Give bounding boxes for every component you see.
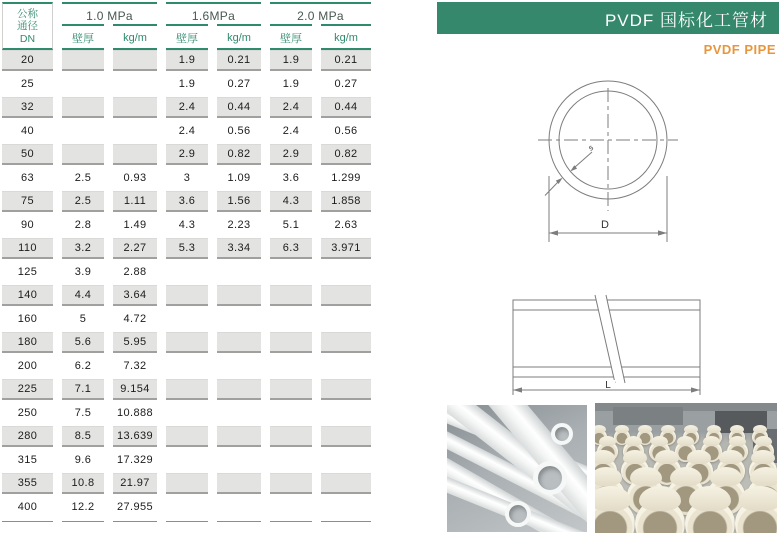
dn-cell: 32 (2, 97, 53, 118)
value-cell (62, 144, 104, 165)
value-cell: 1.09 (227, 172, 251, 184)
table-row (2, 379, 374, 403)
value-cell (270, 497, 312, 518)
value-cell: 5.95 (113, 332, 157, 353)
table-row (2, 426, 374, 450)
value-cell (217, 379, 261, 400)
value-cell: 4.3 (178, 219, 196, 231)
dn-cell: 200 (17, 360, 38, 372)
dn-cell: 250 (17, 407, 38, 419)
value-cell: 3 (183, 172, 191, 184)
value-cell: 0.21 (321, 50, 371, 71)
value-cell (62, 97, 104, 118)
value-cell: 27.955 (116, 501, 154, 513)
value-cell: 2.9 (270, 144, 312, 165)
dn-column-header (2, 2, 53, 50)
value-cell (321, 426, 371, 447)
fitting-top-branch (750, 467, 777, 486)
d-arrow-right (658, 230, 667, 235)
value-cell: 0.82 (217, 144, 261, 165)
table-row (2, 97, 374, 121)
table-row (2, 50, 374, 74)
dn-cell: 355 (2, 473, 53, 494)
dn-cell: 160 (17, 313, 38, 325)
value-cell (62, 50, 104, 71)
fitting-top-branch (599, 436, 617, 447)
value-cell: 0.44 (321, 97, 371, 118)
pressure-group-2: 1.6MPa (166, 2, 261, 24)
value-cell: 10.8 (62, 473, 104, 494)
table-row (2, 403, 374, 427)
value-cell: 1.9 (282, 78, 300, 90)
value-cell (217, 450, 261, 471)
value-cell (166, 497, 208, 518)
dn-cell: 140 (2, 285, 53, 306)
fitting-top-branch (651, 436, 669, 447)
value-cell: 5.3 (166, 238, 208, 259)
table-row (2, 332, 374, 356)
dn-cell: 110 (2, 238, 53, 259)
value-cell: 0.93 (123, 172, 147, 184)
value-cell: 0.27 (334, 78, 358, 90)
wall-thickness-header-2: 壁厚 (166, 24, 208, 50)
page-title: PVDF 国标化工管材 (604, 10, 768, 30)
value-cell (113, 97, 157, 118)
fitting-top-branch (684, 425, 697, 433)
value-cell: 13.639 (113, 426, 157, 447)
value-cell: 2.8 (74, 219, 92, 231)
value-cell (166, 356, 208, 377)
value-cell (321, 285, 371, 306)
fitting-top-branch (689, 486, 731, 511)
dn-cell: 25 (20, 78, 35, 90)
value-cell: 1.56 (217, 191, 261, 212)
fitting-top-branch (623, 450, 647, 464)
value-cell: 3.9 (74, 266, 92, 278)
value-cell: 3.64 (113, 285, 157, 306)
value-cell: 21.97 (113, 473, 157, 494)
value-cell: 6.3 (270, 238, 312, 259)
fitting-top-branch (595, 486, 631, 511)
value-cell (113, 144, 157, 165)
fitting-top-branch (625, 436, 643, 447)
value-cell (217, 497, 261, 518)
pipe-side-view-diagram (505, 286, 715, 401)
value-cell (270, 450, 312, 471)
pipes-photo (447, 405, 587, 532)
tee-fitting (735, 499, 777, 533)
value-cell: 0.21 (217, 50, 261, 71)
value-cell: 17.329 (116, 454, 154, 466)
dn-cell: 50 (2, 144, 53, 165)
value-cell (270, 379, 312, 400)
l-arrow-right (691, 387, 700, 392)
value-cell (113, 74, 157, 95)
table-row (2, 356, 374, 380)
kgm-header-1: kg/m (113, 24, 157, 50)
pipe-open-end (551, 423, 573, 445)
value-cell: 10.888 (116, 407, 154, 419)
value-cell (166, 285, 208, 306)
value-cell (166, 332, 208, 353)
fitting-top-branch (719, 450, 743, 464)
fitting-top-branch (707, 425, 720, 433)
value-cell: 2.9 (166, 144, 208, 165)
value-cell: 1.299 (331, 172, 361, 184)
fitting-top-branch (630, 467, 662, 486)
value-cell (321, 473, 371, 494)
value-cell: 3.6 (166, 191, 208, 212)
value-cell (321, 403, 371, 424)
value-cell: 7.32 (123, 360, 147, 372)
dn-cell: 75 (2, 191, 53, 212)
pipe-open-end (533, 461, 567, 495)
table-row (2, 285, 374, 309)
fitting-top-branch (703, 436, 721, 447)
value-cell: 3.6 (282, 172, 300, 184)
fitting-top-branch (755, 436, 773, 447)
fitting-top-branch (677, 436, 695, 447)
pipe-cross-section-diagram (528, 68, 688, 248)
value-cell: 1.11 (113, 191, 157, 212)
value-cell: 1.49 (123, 219, 147, 231)
table-row (2, 238, 374, 262)
value-cell (321, 262, 371, 283)
value-cell: 2.63 (334, 219, 358, 231)
kgm-header-3: kg/m (321, 24, 371, 50)
value-cell (270, 356, 312, 377)
value-cell: 3.34 (217, 238, 261, 259)
value-cell (166, 450, 208, 471)
value-cell: 2.27 (113, 238, 157, 259)
value-cell (62, 121, 104, 142)
value-cell: 1.9 (270, 50, 312, 71)
d-arrow-left (549, 230, 558, 235)
table-row (2, 450, 374, 474)
value-cell (270, 332, 312, 353)
value-cell (217, 403, 261, 424)
pipe-spec-table (2, 2, 374, 523)
dn-header-line2: 通径 (17, 20, 38, 33)
value-cell (166, 403, 208, 424)
value-cell: 3.971 (321, 238, 371, 259)
table-row (2, 497, 374, 521)
value-cell: 2.4 (282, 125, 300, 137)
table-body (2, 50, 374, 520)
value-cell (217, 285, 261, 306)
value-cell: 2.23 (227, 219, 251, 231)
fitting-top-branch (661, 425, 674, 433)
table-row (2, 215, 374, 239)
table-footer-rule (2, 520, 374, 523)
dn-cell: 180 (2, 332, 53, 353)
value-cell: 0.56 (227, 125, 251, 137)
fittings-photo (595, 403, 777, 533)
dn-cell: 280 (2, 426, 53, 447)
value-cell: 4.4 (62, 285, 104, 306)
dn-cell: 90 (20, 219, 35, 231)
tee-fitting (635, 499, 685, 533)
dn-header-line3: DN (19, 32, 36, 45)
table-header (2, 2, 374, 50)
table-row (2, 191, 374, 215)
fitting-top-branch (595, 425, 606, 433)
value-cell (217, 473, 261, 494)
fitting-top-branch (687, 450, 711, 464)
wall-thickness-label: s (586, 143, 596, 153)
value-cell: 4.3 (270, 191, 312, 212)
value-cell (166, 262, 208, 283)
value-cell: 2.4 (178, 125, 196, 137)
pipe-open-end (505, 501, 531, 527)
value-cell (166, 473, 208, 494)
table-row (2, 121, 374, 145)
value-cell: 8.5 (62, 426, 104, 447)
pressure-group-3: 2.0 MPa (270, 2, 371, 24)
value-cell: 2.88 (123, 266, 147, 278)
dn-cell: 315 (17, 454, 38, 466)
table-row (2, 473, 374, 497)
fitting-top-branch (595, 450, 615, 464)
value-cell: 5.6 (62, 332, 104, 353)
dn-cell: 125 (17, 266, 38, 278)
value-cell (217, 426, 261, 447)
value-cell: 0.82 (321, 144, 371, 165)
value-cell: 1.9 (178, 78, 196, 90)
value-cell: 5 (79, 313, 87, 325)
table-row (2, 144, 374, 168)
value-cell: 1.858 (321, 191, 371, 212)
fitting-top-branch (638, 425, 651, 433)
value-cell: 9.6 (74, 454, 92, 466)
dn-cell: 20 (2, 50, 53, 71)
value-cell (270, 403, 312, 424)
value-cell: 2.5 (74, 172, 92, 184)
table-row (2, 309, 374, 333)
break-gap (595, 295, 625, 383)
value-cell (217, 262, 261, 283)
value-cell: 9.154 (113, 379, 157, 400)
fitting-top-branch (753, 425, 766, 433)
fitting-top-branch (639, 486, 681, 511)
wall-thickness-header-1: 壁厚 (62, 24, 104, 50)
diameter-label: D (601, 219, 609, 231)
value-cell: 12.2 (71, 501, 95, 513)
value-cell (321, 497, 371, 518)
fitting-top-branch (710, 467, 742, 486)
fitting-top-branch (730, 425, 743, 433)
value-cell: 0.44 (217, 97, 261, 118)
value-cell: 2.4 (166, 97, 208, 118)
value-cell: 2.4 (270, 97, 312, 118)
value-cell (166, 426, 208, 447)
dn-cell: 63 (20, 172, 35, 184)
tee-fitting (685, 499, 735, 533)
kgm-header-2: kg/m (217, 24, 261, 50)
table-row (2, 74, 374, 98)
table-row (2, 262, 374, 286)
dn-cell: 400 (17, 501, 38, 513)
length-label: L (605, 380, 611, 391)
dn-cell: 40 (20, 125, 35, 137)
title-banner (437, 2, 779, 34)
value-cell: 6.2 (74, 360, 92, 372)
value-cell (166, 379, 208, 400)
value-cell (166, 309, 208, 330)
value-cell: 1.9 (166, 50, 208, 71)
dn-cell: 225 (2, 379, 53, 400)
value-cell (217, 356, 261, 377)
value-cell (62, 74, 104, 95)
fitting-top-branch (729, 436, 747, 447)
wall-thickness-header-3: 壁厚 (270, 24, 312, 50)
value-cell: 5.1 (282, 219, 300, 231)
value-cell (217, 309, 261, 330)
tee-fitting (595, 499, 635, 533)
value-cell (270, 473, 312, 494)
value-cell: 7.5 (74, 407, 92, 419)
fitting-top-branch (670, 467, 702, 486)
value-cell (321, 332, 371, 353)
value-cell (270, 309, 312, 330)
fitting-top-branch (751, 450, 775, 464)
value-cell (113, 50, 157, 71)
value-cell (270, 426, 312, 447)
table-row (2, 168, 374, 192)
value-cell (270, 262, 312, 283)
value-cell: 7.1 (62, 379, 104, 400)
page-subtitle: PVDF PIPE (703, 42, 776, 57)
l-arrow-left (513, 387, 522, 392)
value-cell: 4.72 (123, 313, 147, 325)
value-cell (321, 356, 371, 377)
fitting-top-branch (655, 450, 679, 464)
value-cell (113, 121, 157, 142)
fitting-top-branch (739, 486, 777, 511)
value-cell: 0.56 (334, 125, 358, 137)
value-cell (217, 332, 261, 353)
dn-header-line1: 公称 (17, 7, 38, 20)
value-cell: 0.27 (227, 78, 251, 90)
value-cell: 2.5 (62, 191, 104, 212)
fitting-top-branch (615, 425, 628, 433)
value-cell (321, 450, 371, 471)
value-cell (270, 285, 312, 306)
pressure-group-1: 1.0 MPa (62, 2, 157, 24)
value-cell: 3.2 (62, 238, 104, 259)
fitting-top-branch (595, 467, 622, 486)
value-cell (321, 309, 371, 330)
value-cell (321, 379, 371, 400)
